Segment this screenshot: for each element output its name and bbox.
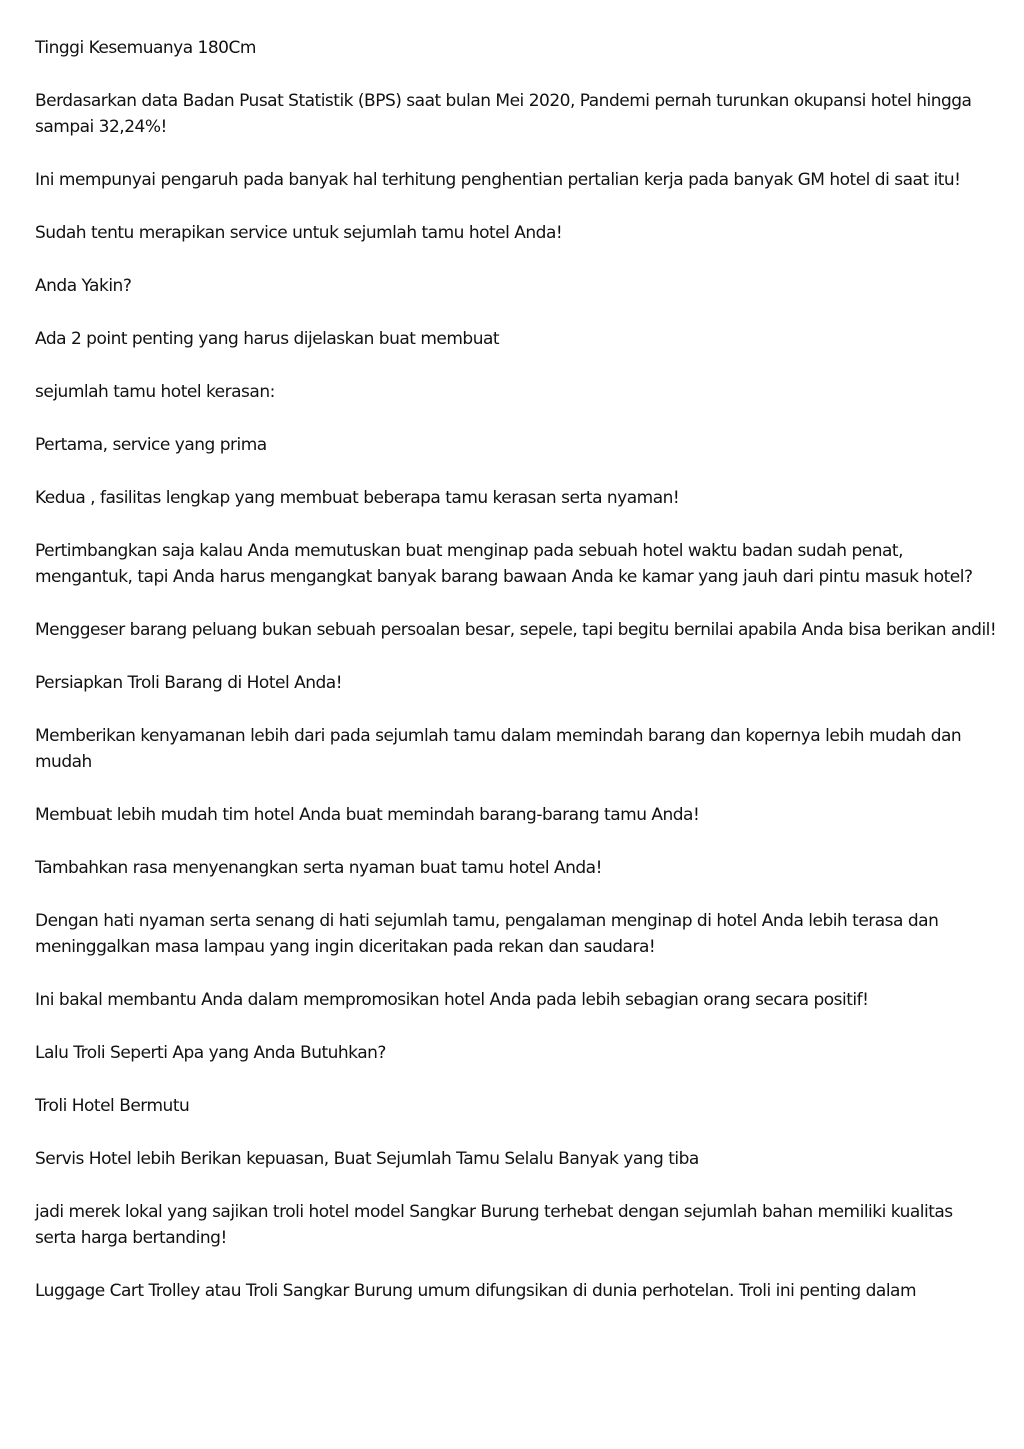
- paragraph-team: Membuat lebih mudah tim hotel Anda buat memindah barang-barang tamu Anda!: [35, 805, 700, 825]
- paragraph-guests: sejumlah tamu hotel kerasan:: [35, 382, 275, 402]
- paragraph-first-point: Pertama, service yang prima: [35, 435, 267, 455]
- paragraph-hotel-service: Servis Hotel lebih Berikan kepuasan, Buat Sejumlah Tamu Selalu Banyak yang tiba: [35, 1149, 699, 1169]
- paragraph-moving-luggage: Menggeser barang peluang bukan sebuah persoalan besar, sepele, tapi begitu bernilai apabila Anda bisa berikan andil!: [35, 620, 997, 640]
- paragraph-experience: Dengan hati nyaman serta senang di hati sejumlah tamu, pengalaman menginap di hotel Anda lebih terasa dan meninggalkan masa lampau yang ingin diceritakan pada rekan dan saudara!: [35, 911, 939, 957]
- paragraph-promotion: Ini bakal membantu Anda dalam mempromosikan hotel Anda pada lebih sebagian orang secara positif!: [35, 990, 869, 1010]
- paragraph-which-trolley: Lalu Troli Seperti Apa yang Anda Butuhkan?: [35, 1043, 386, 1063]
- paragraph-service: Sudah tentu merapikan service untuk sejumlah tamu hotel Anda!: [35, 223, 563, 243]
- paragraph-height: Tinggi Kesemuanya 180Cm: [35, 38, 256, 58]
- paragraph-consider: Pertimbangkan saja kalau Anda memutuskan buat menginap pada sebuah hotel waktu badan sudah penat, mengantuk, tapi Anda harus mengangkat banyak barang bawaan Anda ke kamar yang jauh dari pintu masuk hotel?: [35, 541, 973, 587]
- paragraph-second-point: Kedua , fasilitas lengkap yang membuat beberapa tamu kerasan serta nyaman!: [35, 488, 680, 508]
- paragraph-two-points: Ada 2 point penting yang harus dijelaskan buat membuat: [35, 329, 500, 349]
- paragraph-local-brand: jadi merek lokal yang sajikan troli hotel model Sangkar Burung terhebat dengan sejumlah bahan memiliki kualitas serta harga bertanding!: [35, 1202, 953, 1248]
- paragraph-bps-statistic: Berdasarkan data Badan Pusat Statistik (BPS) saat bulan Mei 2020, Pandemi pernah turunkan okupansi hotel hingga sampai 32,24%!: [35, 91, 972, 137]
- document-body: [35, 35, 997, 1331]
- paragraph-question: Anda Yakin?: [35, 276, 132, 296]
- paragraph-quality-trolley: Troli Hotel Bermutu: [35, 1096, 190, 1116]
- paragraph-pleasant: Tambahkan rasa menyenangkan serta nyaman buat tamu hotel Anda!: [35, 858, 602, 878]
- paragraph-prepare-trolley: Persiapkan Troli Barang di Hotel Anda!: [35, 673, 343, 693]
- paragraph-impact: Ini mempunyai pengaruh pada banyak hal terhitung penghentian pertalian kerja pada banyak GM hotel di saat itu!: [35, 170, 961, 190]
- paragraph-luggage-cart: Luggage Cart Trolley atau Troli Sangkar Burung umum difungsikan di dunia perhotelan. Troli ini penting dalam: [35, 1281, 917, 1301]
- paragraph-comfort: Memberikan kenyamanan lebih dari pada sejumlah tamu dalam memindah barang dan kopernya lebih mudah dan mudah: [35, 726, 962, 772]
